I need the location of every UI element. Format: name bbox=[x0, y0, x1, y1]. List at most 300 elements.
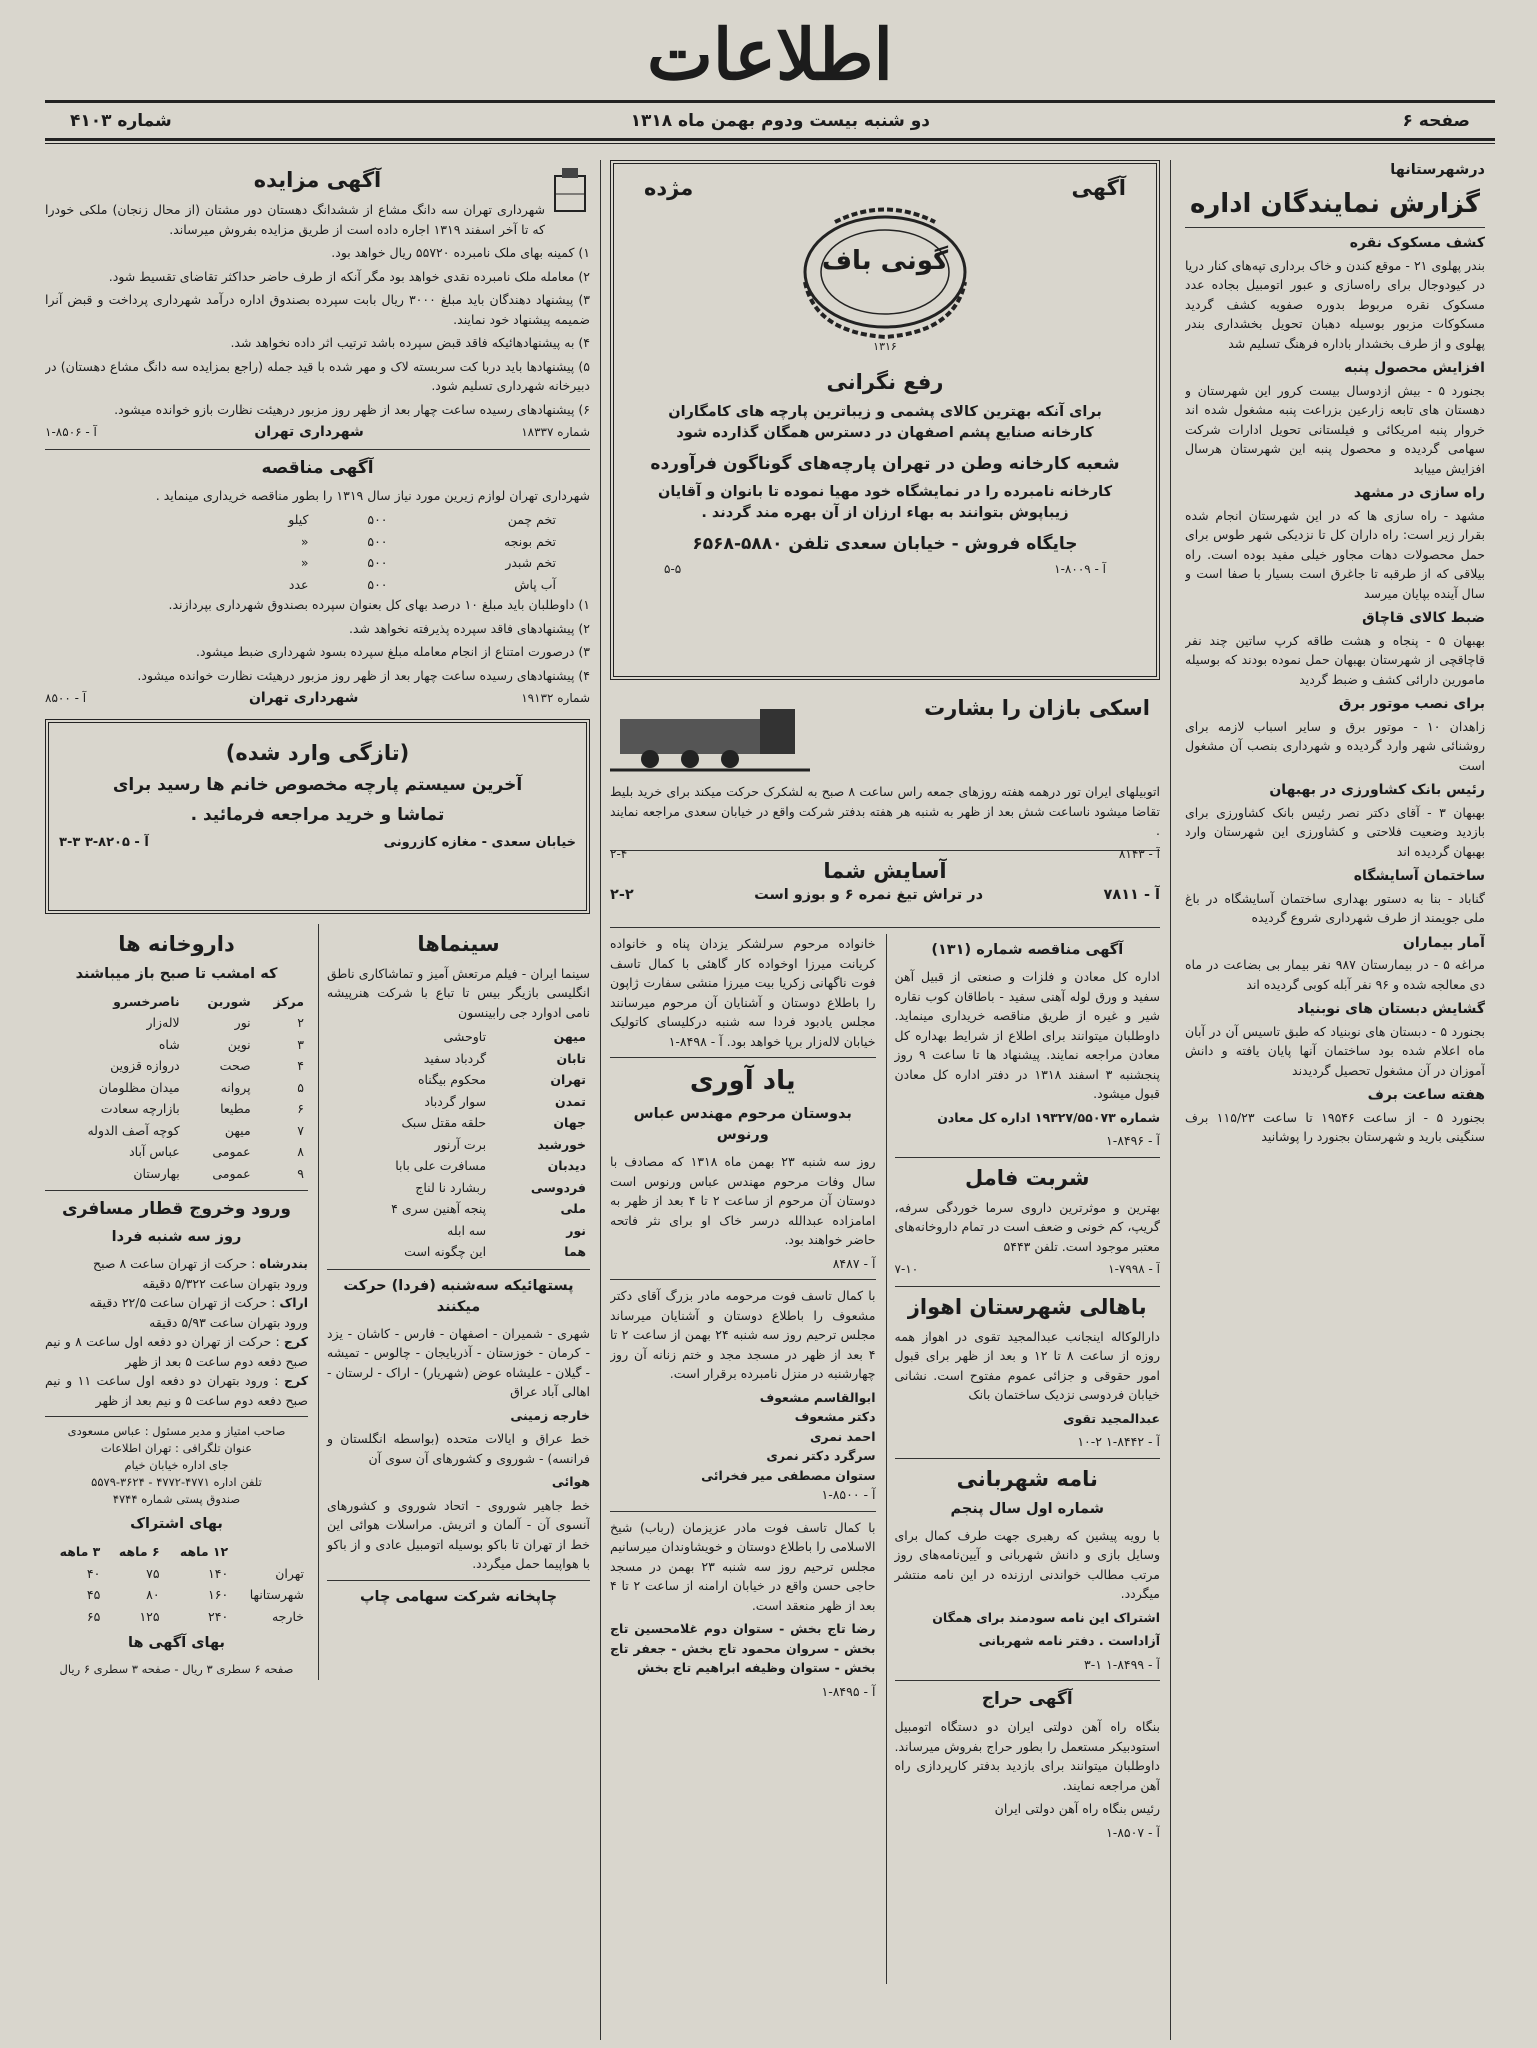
auction-item: ۶) پیشنهادهای رسیده ساعت چهار بعد از ظهر روز مزبور درهیئت نظارت بازو خوانده میشود. bbox=[114, 401, 590, 417]
train-row bbox=[45, 1293, 308, 1313]
masthead: اطلاعات bbox=[647, 13, 893, 96]
ahvaz-code: آ - ۸۴۴۲-۱ ۲-۱۰ bbox=[1077, 1434, 1160, 1449]
tender-cell: ۵۰۰ bbox=[367, 512, 388, 527]
train-time: : حرکت از تهران ساعت ۸ صبح bbox=[93, 1256, 256, 1271]
auction-item: ۱) کمینه بهای ملک نامبرده ۵۵۷۲۰ ریال خواهد بود. bbox=[331, 245, 590, 260]
subs-cell: ۲۴۰ bbox=[208, 1608, 229, 1624]
imprint-line: تلفن اداره ۴۷۷۱-۴۷۷۲ - ۳۶۲۴-۵۵۷۹ bbox=[91, 1475, 262, 1489]
subs-cell: ۸۰ bbox=[146, 1587, 160, 1602]
report-heading: رئیس بانک کشاورزی در بهبهان bbox=[1269, 782, 1485, 798]
pharmacy-cell: بهارستان bbox=[133, 1165, 180, 1181]
tender-item: ۲) پیشنهادهای فاقد سپرده پذیرفته نخواهد شد. bbox=[348, 620, 590, 636]
pharmacy-table bbox=[45, 991, 308, 1185]
subscription-table bbox=[45, 1541, 308, 1627]
cinema-film: گردباد سفید bbox=[423, 1050, 487, 1066]
pharmacy-head-cell: شوربن bbox=[207, 993, 251, 1009]
reminder-sub: بدوستان مرحوم مهندس عباس ورنوس bbox=[633, 1106, 852, 1143]
obituary-1: خانواده مرحوم سرلشکر یزدان پناه و خانواده کریانت میرزا اوخواده کار گاهئی با کمال تاسف فوت ناگهانی زکریا بیت میرزا منشی سفارت ژاپون را باطلاع دوستان و آشنایان آن مرحوم میرسانند مجلس یادبود فردا سه شنبه درکلیسای کاتولیک خیابان لاله‌زار برپا خواهد بود. آ - ۸۴۹۸-۱ bbox=[610, 936, 876, 1049]
pharmacy-cell: میهن bbox=[224, 1122, 251, 1138]
date-line bbox=[50, 108, 1490, 134]
pharmacy-cell: صحت bbox=[219, 1058, 251, 1073]
police-journal-sub2: اشتراک این نامه سودمند برای همگان bbox=[932, 1609, 1160, 1625]
tender-cell: ۵۰۰ bbox=[367, 555, 388, 570]
tender-item: ۳) درصورت امتناع از انجام معامله مبلغ سپرده بسود شهرداری ضبط میشود. bbox=[196, 644, 590, 659]
pharmacy-row bbox=[45, 1163, 308, 1185]
cinema-name: تابان bbox=[556, 1050, 586, 1066]
cinema-film: برت آرنور bbox=[434, 1136, 487, 1152]
mining-tender-sign: شماره ۱۹۳۲۷/۵۵۰۷۳ اداره کل معادن bbox=[937, 1109, 1160, 1125]
page-number: صفحه ۶ bbox=[1402, 111, 1470, 131]
police-journal-text: با رویه پیشین که رهبری جهت طرف کمال برای وسایل بازی و دانش شهربانی و آیین‌نامه‌های روز مرتب مطالب خواندنی ارزنده در این نامه منتشر میگردد. bbox=[894, 1527, 1160, 1601]
factory-emblem bbox=[775, 202, 995, 362]
razor-title: آسایش شما bbox=[823, 859, 947, 883]
post-title: پستهائیکه سه‌شنبه (فردا) حرکت میکنند bbox=[343, 1277, 574, 1315]
tender-cell: « bbox=[300, 555, 309, 570]
rule-12 bbox=[327, 1580, 590, 1581]
obituary-2-code: آ - ۸۵۰۰-۱ bbox=[821, 1487, 876, 1502]
pharmacy-cell: شاه bbox=[158, 1036, 180, 1052]
auction-text: شهرداری تهران سه دانگ مشاع از ششدانگ دهستان دور مشتان (از محال زنجان) ملکی خودرا که تا آخر اسفند ۱۳۱۹ اجاره داده است از طریق مزایده بفروش میرساند. bbox=[45, 202, 545, 237]
wool-factory-ad bbox=[610, 160, 1160, 680]
tender-cell: ۵۰۰ bbox=[367, 533, 388, 549]
emblem-text: گونی باف bbox=[821, 246, 949, 276]
pharmacy-row bbox=[45, 1098, 308, 1120]
pharmacy-cell: میدان مظلومان bbox=[98, 1079, 180, 1095]
ad-line-4: زیباپوش بتوانند به بهاء ارزان از آن بهره مند گردند . bbox=[701, 505, 1069, 521]
ad-code-left: ۵-۵ bbox=[664, 562, 682, 576]
auction-sign: شهرداری تهران bbox=[254, 424, 364, 440]
police-journal-title: نامه شهربانی bbox=[956, 1466, 1098, 1491]
tender-cell: « bbox=[300, 533, 309, 549]
cinema-film: پنجه آهنین سری ۴ bbox=[391, 1201, 487, 1216]
tender-number: شماره ۱۹۱۳۲ bbox=[521, 691, 590, 705]
wreath-icon bbox=[775, 202, 995, 352]
signer-name: دکتر مشعوف bbox=[794, 1409, 876, 1424]
cinema-row bbox=[327, 1026, 590, 1048]
train-row bbox=[45, 1371, 308, 1410]
mining-tender-text: اداره کل معادن و فلزات و صنعتی از قبیل آهن سفید و ورق لوله آهنی سفید - باطاقان کوب نقاره شیر و غیره از طریق مناقصه خریداری مینماید. داوطلبان میتوانند برای اطلاع از شرایط بهداره کل معادن مراجعه نمایند. پیشنهاد ها تا ساعت ۹ روز پنجشنبه ۳ اسفند ۱۳۱۸ در دفتر اداره کل معادن قبول میشود. bbox=[894, 969, 1160, 1101]
subs-row bbox=[45, 1563, 308, 1585]
train-time: : حرکت از تهران دو دفعه اول ساعت ۸ و نیم صبح دفعه دوم ساعت ۵ بعد از ظهر bbox=[45, 1334, 308, 1369]
tender-cell: عدد bbox=[288, 576, 309, 592]
rule-8 bbox=[610, 1279, 876, 1280]
rule-10 bbox=[45, 449, 590, 450]
subs-cell: شهرستانها bbox=[249, 1587, 304, 1602]
report-text: بجنورد ۵ - بیش ازدوسال بیست کرور این شهرستان و دهستان های تابعه زارعین بزراعت پنبه مشغول شده اند خروار پنبه امریکائی و فیلستانی تحویل ادارات شرکت سهامی گردیده و محصول پنبه این شهرستان هرسال افزایش مییابد bbox=[1185, 382, 1485, 476]
municipal-auction bbox=[45, 166, 590, 443]
tender-cell: تخم چمن bbox=[507, 512, 556, 527]
tender-cell: آب پاش bbox=[514, 576, 556, 592]
pharmacy-cell: کوچه آصف الدوله bbox=[87, 1122, 180, 1138]
report-heading: ضبط کالای قاچاق bbox=[1362, 610, 1485, 626]
tender-row bbox=[233, 552, 560, 574]
cinema-film: سوار گردباد bbox=[424, 1093, 487, 1109]
train-row bbox=[45, 1254, 308, 1274]
column-divider-left bbox=[600, 160, 601, 2040]
trains-title: ورود وخروج قطار مسافری bbox=[62, 1199, 291, 1219]
rule-6 bbox=[895, 1680, 1161, 1681]
report-heading: راه سازی در مشهد bbox=[1353, 485, 1485, 501]
report-heading: هفته ساعت برف bbox=[1367, 1087, 1485, 1103]
police-journal-sub: شماره اول سال پنجم bbox=[950, 1500, 1104, 1517]
cinema-row bbox=[327, 1091, 590, 1113]
center-sub-right bbox=[886, 934, 1161, 1984]
ski-code-right: آ - ۸۱۴۳ bbox=[1118, 846, 1160, 861]
auction-rail-sign: رئیس بنگاه راه آهن دولتی ایران bbox=[994, 1801, 1160, 1816]
pharmacy-cell: پروانه bbox=[220, 1079, 251, 1095]
ski-ad bbox=[610, 694, 1160, 861]
subs-row bbox=[45, 1584, 308, 1606]
pharmacy-cell: ۸ bbox=[297, 1144, 304, 1159]
cinemas-feature: سینما ایران - فیلم مرتعش آمیز و تماشاکاری ناطق انگلیسی بازیگر بیس تا تباع با شرکت هنرپیشه نامی ادوارد جی رابینسون bbox=[327, 965, 590, 1020]
cinema-row bbox=[327, 1241, 590, 1263]
pharmacies-sub: که امشب تا صبح باز میباشند bbox=[75, 965, 278, 982]
tender-sign: شهرداری تهران bbox=[248, 690, 359, 706]
reports-title: گزارش نمایندگان اداره bbox=[1189, 189, 1481, 219]
imprint-line: عنوان تلگرافی : تهران اطلاعات bbox=[100, 1441, 253, 1455]
subs-head-cell bbox=[232, 1541, 308, 1563]
center-sub-left bbox=[610, 934, 876, 1984]
rule-13 bbox=[45, 1190, 308, 1191]
cinema-film: حلقه مقتل سبک bbox=[401, 1115, 487, 1130]
subs-head-cell: ۱۲ ماهه bbox=[179, 1544, 229, 1559]
ad-big-line: شعبه کارخانه وطن در تهران پارچه‌های گوناگون فرآورده bbox=[650, 454, 1120, 474]
subs-title: بهای اشتراک bbox=[130, 1516, 223, 1532]
issue-number: شماره ۴۱۰۳ bbox=[70, 111, 172, 131]
train-time: ورود بتهران ساعت ۵/۹۳ دقیقه bbox=[149, 1314, 308, 1330]
ad-line-3: کارخانه نامبرده را در نمایشگاه خود مهیا نموده تا بانوان و آقایان bbox=[657, 484, 1113, 500]
pharmacy-cell: لاله‌زار bbox=[146, 1015, 180, 1030]
cinema-name: جهان bbox=[553, 1115, 586, 1130]
subs-head-cell: ۳ ماهه bbox=[59, 1544, 101, 1559]
cinemas-title: سینماها bbox=[417, 931, 500, 956]
cinema-name: خورشید bbox=[537, 1136, 586, 1152]
fabric-code: آ - ۸۲۰۵-۳ ۳-۳ bbox=[59, 834, 149, 850]
cinema-name: هما bbox=[564, 1244, 586, 1259]
train-row bbox=[45, 1313, 308, 1333]
ad-address: جایگاه فروش - خیابان سعدی تلفن ۵۸۸۰-۶۵۶۸ bbox=[692, 534, 1078, 554]
pharmacy-row bbox=[45, 1077, 308, 1099]
subs-head-cell: ۶ ماهه bbox=[118, 1544, 160, 1559]
rule-2 bbox=[610, 927, 1160, 928]
auction-rail-title: آگهی حراج bbox=[981, 1689, 1073, 1709]
subs-cell: ۶۵ bbox=[86, 1608, 101, 1624]
subs-cell: ۱۲۵ bbox=[139, 1608, 160, 1624]
pharmacy-cell: بازارچه سعادت bbox=[100, 1101, 180, 1116]
left-sub-right bbox=[318, 924, 590, 1680]
syrup-text: بهترین و موثرترین داروی سرما خوردگی سرفه، گریپ، کم خونی و ضعف است در تمام داروخانه‌های معتبر موجود است. تلفن ۵۴۴۳ bbox=[894, 1199, 1160, 1254]
emblem-year: ۱۳۱۶ bbox=[873, 340, 897, 353]
subs-cell: ۱۶۰ bbox=[208, 1587, 229, 1602]
train-line: کرج bbox=[283, 1334, 308, 1349]
subs-row bbox=[45, 1606, 308, 1628]
masthead-rule-thin bbox=[45, 143, 1495, 144]
cinema-table bbox=[327, 1026, 590, 1263]
train-icon bbox=[610, 694, 810, 774]
rule-5 bbox=[895, 1458, 1161, 1459]
post-text: شهری - شمیران - اصفهان - فارس - کاشان - یزد - کرمان - خوزستان - آذربایجان - چالوس - تمیشه - گیلان - علیشاه عوض (شهریار) - اراک - لرستان - اهالی آباد عراق bbox=[327, 1325, 590, 1399]
fabric-line-1: آخرین سیستم پارچه مخصوص خانم ها رسید برای bbox=[112, 774, 523, 795]
obituary-3-signers: رضا تاج بخش - ستوان دوم غلامحسین تاج بخش - سروان محمود تاج بخش - جعفر تاج بخش - ستوان وظیفه ابراهیم تاج بخش bbox=[610, 1621, 876, 1675]
pharmacy-cell: ۹ bbox=[297, 1165, 304, 1181]
cinema-row bbox=[327, 1134, 590, 1156]
pharmacy-row bbox=[45, 1034, 308, 1056]
imprint-line: صاحب امتیاز و مدیر مسئول : عباس مسعودی bbox=[67, 1424, 286, 1438]
reminder-code: آ - ۸۴۸۷ bbox=[832, 1255, 876, 1271]
train-row bbox=[45, 1274, 308, 1294]
post-foreign-heading: خارجه زمینی bbox=[510, 1407, 590, 1423]
subs-cell: ۴۵ bbox=[86, 1587, 101, 1602]
train-line: اراک bbox=[279, 1295, 308, 1310]
subs-cell: خارجه bbox=[271, 1608, 304, 1624]
mining-tender-code: آ - ۸۴۹۶-۱ bbox=[1105, 1133, 1160, 1148]
tender-table bbox=[233, 509, 560, 595]
ad-heading: آگهی bbox=[1071, 176, 1126, 200]
mining-tender-title: آگهی مناقصه شماره (۱۳۱) bbox=[931, 942, 1124, 958]
signer-name: ستوان مصطفی میر فخرائی bbox=[701, 1467, 876, 1483]
tender-row bbox=[233, 509, 560, 531]
imprint-line: صندوق پستی شماره ۴۷۴۴ bbox=[112, 1492, 241, 1506]
report-heading: برای نصب موتور برق bbox=[1338, 696, 1485, 712]
masthead-rule-bottom bbox=[45, 138, 1495, 141]
emblem-icon bbox=[550, 166, 590, 216]
syrup-code2: ۷-۱۰ bbox=[894, 1262, 919, 1276]
pharmacies-title: داروخانه ها bbox=[118, 931, 235, 956]
report-heading: افزایش محصول پنبه bbox=[1344, 360, 1485, 376]
trains-sub: روز سه شنبه فردا bbox=[111, 1229, 242, 1245]
train-line: کرج bbox=[283, 1373, 308, 1388]
fabric-ad bbox=[45, 719, 590, 914]
cinema-name: میهن bbox=[553, 1029, 586, 1044]
tender-cell: ۵۰۰ bbox=[367, 576, 388, 592]
pharmacy-cell: ۴ bbox=[297, 1058, 304, 1073]
pharmacy-cell: نور bbox=[234, 1015, 251, 1030]
tender-item: ۱) داوطلبان باید مبلغ ۱۰ درصد بهای کل بعنوان سپرده بصندوق شهرداری بپردازند. bbox=[168, 597, 590, 612]
report-text: بهبهان ۵ - پنجاه و هشت طاقه کرپ ساتین چند نفر قاچاقچی از شهرستان بهبهان حمل نموده بودند که بوسیله مامورین دارائی کشف و ضبط گردید bbox=[1185, 632, 1485, 687]
rule-4 bbox=[895, 1286, 1161, 1287]
police-journal-addr: آزاداست . دفتر نامه شهربانی bbox=[978, 1633, 1160, 1648]
left-column bbox=[45, 160, 590, 2030]
imprint-line: جای اداره خیابان خیام bbox=[124, 1458, 229, 1472]
section-label: درشهرستانها bbox=[1390, 162, 1485, 178]
pharmacy-cell: ۷ bbox=[297, 1122, 304, 1138]
ad-line-2: کارخانه صنایع پشم اصفهان در دسترس همگان گذارده شود bbox=[676, 425, 1094, 441]
post-foreign: خط عراق و ایالات متحده (بواسطه انگلستان و فرانسه) - شوروی و کشورهای آن سوی آن bbox=[327, 1431, 590, 1466]
imprint bbox=[45, 1423, 308, 1508]
pharmacy-cell: نوین bbox=[227, 1036, 251, 1052]
post-air: خط جاهیر شوروی - اتحاد شوروی و کشورهای آنسوی آن - آلمان و اتریش. مراسلات هوائی این خط از تهران تا باکو بوسیله اتومبیل عادی و از باکو با هواپیما حمل میگردد. bbox=[327, 1497, 590, 1571]
ad-good-news: مژده bbox=[644, 176, 694, 200]
ads-price-text: صفحه ۶ سطری ۳ ریال - صفحه ۳ سطری ۶ ریال bbox=[59, 1662, 294, 1676]
pharmacy-cell: دروازه قزوین bbox=[110, 1058, 180, 1073]
ahvaz-text: دارالوکاله اینجانب عبدالمجید تقوی در اهواز همه روزه از ساعت ۸ تا ۱۲ و بعد از ظهر برای قبول امور حقوقی و جزائی عموم مفتوح است. نشانی خیابان فردوسی نزدیک ساختمان بانک bbox=[894, 1328, 1160, 1402]
tender-cell: کیلو bbox=[288, 512, 309, 527]
ahvaz-title: باهالی شهرستان اهواز bbox=[907, 1294, 1147, 1319]
ski-title: اسکی بازان را بشارت bbox=[924, 696, 1150, 720]
razor-code-left: ۲-۲ bbox=[610, 887, 634, 903]
razor-ad bbox=[610, 857, 1160, 921]
report-heading: ساختمان آسایشگاه bbox=[1353, 868, 1485, 884]
obituary-2-signers bbox=[610, 1388, 876, 1486]
cinema-name: تهران bbox=[550, 1072, 586, 1087]
pharmacy-cell: ۳ bbox=[297, 1036, 304, 1052]
tender-row bbox=[233, 574, 560, 596]
tender-intro: شهرداری تهران لوازم زیرین مورد نیاز سال ۱۳۱۹ را بطور مناقصه خریداری مینماید . bbox=[155, 487, 590, 503]
subs-cell: تهران bbox=[275, 1565, 304, 1581]
pharmacy-head-cell: مرکز bbox=[273, 993, 304, 1009]
fabric-address: خیابان سعدی - مغازه کازرونی bbox=[383, 834, 576, 850]
tender-row bbox=[233, 531, 560, 553]
tender-title: آگهی مناقصه bbox=[261, 457, 374, 478]
left-subcolumns bbox=[45, 924, 590, 1680]
report-heading: گشایش دبستان های نوبنیاد bbox=[1297, 1001, 1485, 1017]
cinema-row bbox=[327, 1048, 590, 1070]
rule-9 bbox=[610, 1511, 876, 1512]
pharmacy-cell: ۶ bbox=[297, 1101, 304, 1116]
tender-code: آ - ۸۵۰۰ bbox=[45, 691, 87, 705]
pharmacy-row bbox=[45, 1055, 308, 1077]
cinema-row bbox=[327, 1112, 590, 1134]
masthead-rule-top bbox=[45, 100, 1495, 103]
cinema-film: این چگونه است bbox=[404, 1244, 487, 1259]
pharmacy-cell: ۲ bbox=[297, 1015, 304, 1030]
fabric-line-2: تماشا و خرید مراجعه فرمائید . bbox=[190, 804, 445, 825]
train-schedule bbox=[45, 1254, 308, 1410]
cinema-row bbox=[327, 1155, 590, 1177]
signer-name: سرگرد دکتر نمری bbox=[766, 1448, 876, 1463]
tender-items bbox=[45, 595, 590, 685]
rule-7 bbox=[610, 1057, 876, 1058]
ski-text: اتوبیلهای ایران تور درهمه هفته روزهای جمعه راس ساعت ۸ صبح به لشکرک حرکت میکند برای خرید بلیط تقاضا میشود ناساعت شش بعد از ظهر به شنبه هر هفته بدفتر شرکت واقع در خیابان سعدی مراجعه نمایند . bbox=[610, 784, 1160, 838]
pharmacy-row bbox=[45, 1141, 308, 1163]
report-text: بجنورد ۵ - دبستان های نوبنیاد که طبق تاسیس آن در آبان ماه اعلام شده بود ساختمان آنها پایان یافته و دانش آموزان در آن مشغول تحصیل گردیدند bbox=[1185, 1023, 1485, 1078]
cinema-name: فردوسی bbox=[530, 1179, 586, 1195]
tender-item: ۴) پیشنهادهای رسیده ساعت چهار بعد از ظهر روز مزبور درهیئت نظارت خوانده میشود. bbox=[137, 667, 590, 683]
cinema-film: ربشارد نا لناج bbox=[415, 1179, 487, 1195]
train-time: ورود بتهران ساعت ۵/۳۲۲ دقیقه bbox=[142, 1275, 308, 1291]
fabric-title: (تازگی وارد شده) bbox=[225, 740, 410, 765]
cinema-film: تاوحشی bbox=[443, 1029, 487, 1044]
municipal-tender bbox=[45, 456, 590, 709]
printer: چاپخانه شرکت سهامی چاپ bbox=[359, 1588, 558, 1605]
pharmacy-cell: ۵ bbox=[297, 1079, 304, 1095]
pharmacy-cell: عمومی bbox=[212, 1144, 251, 1159]
obituary-3-code: آ - ۸۴۹۵-۱ bbox=[821, 1683, 876, 1699]
syrup-title: شربت فامل bbox=[964, 1165, 1090, 1190]
right-column bbox=[1185, 160, 1485, 2030]
reminder-text: روز سه شنبه ۲۳ بهمن ماه ۱۳۱۸ که مصادف با سال وفات مرحوم مهندس عباس ورنوس است دوستان آن مرحوم از ساعت ۲ تا ۴ بعد از ظهر به امامزاده عبدالله درسر خاک او برای نثر فاتحه حاضر خواهند بود. bbox=[610, 1154, 876, 1247]
ads-price-title: بهای آگهی ها bbox=[128, 1635, 225, 1651]
tender-cell: تخم بونجه bbox=[503, 533, 556, 549]
pharmacy-header bbox=[45, 991, 308, 1013]
cinema-row bbox=[327, 1198, 590, 1220]
train-line: بندرشاه bbox=[259, 1256, 308, 1271]
tender-cell: تخم شبدر bbox=[505, 555, 556, 570]
pharmacy-row bbox=[45, 1120, 308, 1142]
auction-rail-text: بنگاه راه آهن دولتی ایران دو دستگاه اتومبیل استودبیکر مستعمل را بطور حراج بفروش میرساند. داوطلبان میتوانند برای بازدید بدفتر کارپردازی راه آهن مراجعه نمایند. bbox=[894, 1719, 1160, 1793]
rule-14 bbox=[45, 1416, 308, 1417]
rule-3 bbox=[895, 1157, 1161, 1158]
razor-text: در تراش تیغ نمره ۶ و بوزو است bbox=[754, 887, 984, 903]
report-heading: کشف مسکوک نقره bbox=[1349, 235, 1485, 251]
train-time: : حرکت از تهران ساعت ۲۲/۵ دقیقه bbox=[89, 1295, 276, 1310]
cinema-name: تمدن bbox=[555, 1093, 586, 1109]
ad-code-right: آ - ۸۰۰۹-۱ bbox=[1054, 562, 1106, 576]
cinema-row bbox=[327, 1177, 590, 1199]
issue-date: دو شنبه بیست ودوم بهمن ماه ۱۳۱۸ bbox=[630, 111, 930, 131]
syrup-code: آ - ۷۹۹۸-۱ bbox=[1108, 1262, 1160, 1276]
subs-header bbox=[45, 1541, 308, 1563]
rule-11 bbox=[327, 1269, 590, 1270]
column-divider-right bbox=[1170, 160, 1171, 2040]
ahvaz-sign: عبدالمجید تقوی bbox=[1063, 1410, 1160, 1426]
obituary-2: با کمال تاسف فوت مرحومه مادر بزرگ آقای دکتر مشعوف را باطلاع دوستان و آشنایان میرساند مجلس ترحیم روز سه شنبه ۲۴ بهمن از ساعت ۲ تا ۴ بعد از ظهر در مسجد مجد و ختم زنانه آن روز چهارشنبه در منزل نامبرده برقرار است. bbox=[610, 1288, 876, 1381]
train-time: : ورود بتهران دو دفعه اول ساعت ۱۱ و نیم صبح دفعه دوم ساعت ۵ و نیم بعد از ظهر bbox=[45, 1373, 308, 1408]
police-journal-code: آ - ۸۴۹۹-۱ ۱-۳ bbox=[1084, 1656, 1160, 1672]
pharmacy-cell: عمومی bbox=[212, 1165, 251, 1181]
cinema-name: نور bbox=[566, 1222, 586, 1238]
left-sub-left bbox=[45, 924, 308, 1680]
report-text: مراغه ۵ - در بیمارستان ۹۸۷ نفر بیمار بی بضاعت در ماه دی معالجه شده و ۹۶ نفر آبله کوبی گردیده اند bbox=[1185, 957, 1485, 992]
auction-code: آ - ۸۵۰۶-۱ bbox=[45, 425, 97, 439]
auction-item: ۴) به پیشنهادهائیکه فاقد قبض سپرده باشد ترتیب اثر داده نخواهد شد. bbox=[230, 335, 590, 350]
auction-rail-code: آ - ۸۵۰۷-۱ bbox=[1105, 1824, 1160, 1840]
report-text: مشهد - راه سازی ها که در این شهرستان انجام شده بقرار زیر است: راه داران کل تا نزدیکی شهر طوس برای حمل محصولات دهات مجاور خیلی مفید بوده است. راه بیلاقی که از طرقبه تا جاغرق است بسیار با صفا است و سال آینده بپایان میرسد bbox=[1185, 507, 1485, 601]
subs-cell: ۷۵ bbox=[146, 1565, 160, 1581]
ski-code-left: ۲-۴ bbox=[610, 846, 628, 861]
cinema-row bbox=[327, 1069, 590, 1091]
reports-rule bbox=[1185, 227, 1485, 228]
pharmacy-cell: مطیعا bbox=[220, 1101, 251, 1116]
auction-item: ۵) پیشنهادها باید دربا کت سربسته لاک و مهر شده با قید جمله (راجع بمزایده سه دانگ مشاع دهستان) در دبیرخانه شهرداری تسلیم شود. bbox=[45, 358, 590, 393]
signer-name: احمد نمری bbox=[809, 1428, 876, 1444]
train-row bbox=[45, 1332, 308, 1371]
obituary-3: با کمال تاسف فوت مادر عزیزمان (رباب) شیخ الاسلامی را باطلاع دوستان و خویشاوندان میرسانیم مجلس ترحیم روز سه شنبه ۲۳ بهمن در مسجد حاجی حسن واقع در خیابان ارامنه از ساعت ۲ تا ۴ بعد از ظهر منعقد است. bbox=[610, 1519, 876, 1613]
auction-items bbox=[45, 243, 590, 419]
auction-item: ۳) پیشنهاد دهندگان باید مبلغ ۳۰۰۰ ریال بابت سپرده بصندوق اداره درآمد شهرداری پرداخت و قبض آنرا ضمیمه پیشنهاد خود نمایند. bbox=[45, 292, 590, 327]
razor-code-right: آ - ۷۸۱۱ bbox=[1103, 887, 1160, 903]
post-air-heading: هوائی bbox=[551, 1474, 590, 1489]
report-heading: آمار بیماران bbox=[1402, 934, 1485, 951]
ad-line-1: برای آنکه بهترین کالای پشمی و زیباترین پارچه های کامگاران bbox=[668, 404, 1102, 420]
pharmacy-row bbox=[45, 1012, 308, 1034]
cinema-name: دیدبان bbox=[547, 1158, 586, 1173]
pharmacy-cell: عباس آباد bbox=[129, 1144, 180, 1159]
cinema-name: ملی bbox=[560, 1201, 586, 1216]
report-text: زاهدان ۱۰ - موتور برق و سایر اسباب لازمه برای روشنائی شهر وارد گردیده و شهرداری بنصب آن مشغول است bbox=[1185, 718, 1485, 773]
report-text: بجنورد ۵ - از ساعت ۱۹۵۴۶ تا ساعت ۱۱۵/۲۳ برف سنگینی بارید و شهرستان بجنورد را پوشانید bbox=[1185, 1109, 1485, 1144]
report-text: بهبهان ۳ - آقای دکتر نصر رئیس بانک کشاورزی برای بازدید وضعیت فلاحتی و کشاورزی این شهرستان وارد بهبهان گردیده اند bbox=[1185, 804, 1485, 859]
center-column bbox=[610, 160, 1160, 2030]
signer-name: ابوالقاسم مشعوف bbox=[759, 1389, 876, 1405]
cinema-film: محکوم بیگناه bbox=[417, 1072, 487, 1087]
subs-cell: ۱۴۰ bbox=[208, 1565, 229, 1581]
cinema-film: مسافرت علی بابا bbox=[395, 1158, 487, 1173]
cinema-row bbox=[327, 1220, 590, 1242]
center-subcolumns bbox=[610, 934, 1160, 1984]
subs-cell: ۴۰ bbox=[86, 1565, 101, 1581]
report-text: گناباد - بنا به دستور بهداری ساختمان آسایشگاه در باغ ملی جویمند از طرف شهرداری شروع گردیده bbox=[1185, 890, 1485, 925]
auction-number: شماره ۱۸۳۳۷ bbox=[521, 425, 590, 439]
cinema-film: سه ابله bbox=[447, 1222, 487, 1238]
report-text: بندر پهلوی ۲۱ - موقع کندن و خاک برداری تپه‌های کنار دریا در کیودوجال برای راه‌سازی و عبور اتومبیل بجاده عدد مسکوک نقره مربوط بدوره صفویه کشف گردید مسکوکات مزبور بوسیله دهبان تحویل بخشداری بندر پهلوی و از طرف بخشدار باداره فرهنگ تسلیم شد bbox=[1185, 257, 1485, 351]
reports-list bbox=[1185, 234, 1485, 1147]
pharmacy-head-cell: ناصرخسرو bbox=[113, 993, 180, 1009]
ad-title: رفع نگرانی bbox=[826, 370, 944, 394]
auction-title: آگهی مزایده bbox=[253, 168, 382, 192]
reminder-title: یاد آوری bbox=[689, 1066, 796, 1096]
auction-item: ۲) معامله ملک نامبرده نقدی خواهد بود مگر آنکه از طرف حاضر حداکثر تقاضای تقسیط شود. bbox=[108, 268, 590, 284]
